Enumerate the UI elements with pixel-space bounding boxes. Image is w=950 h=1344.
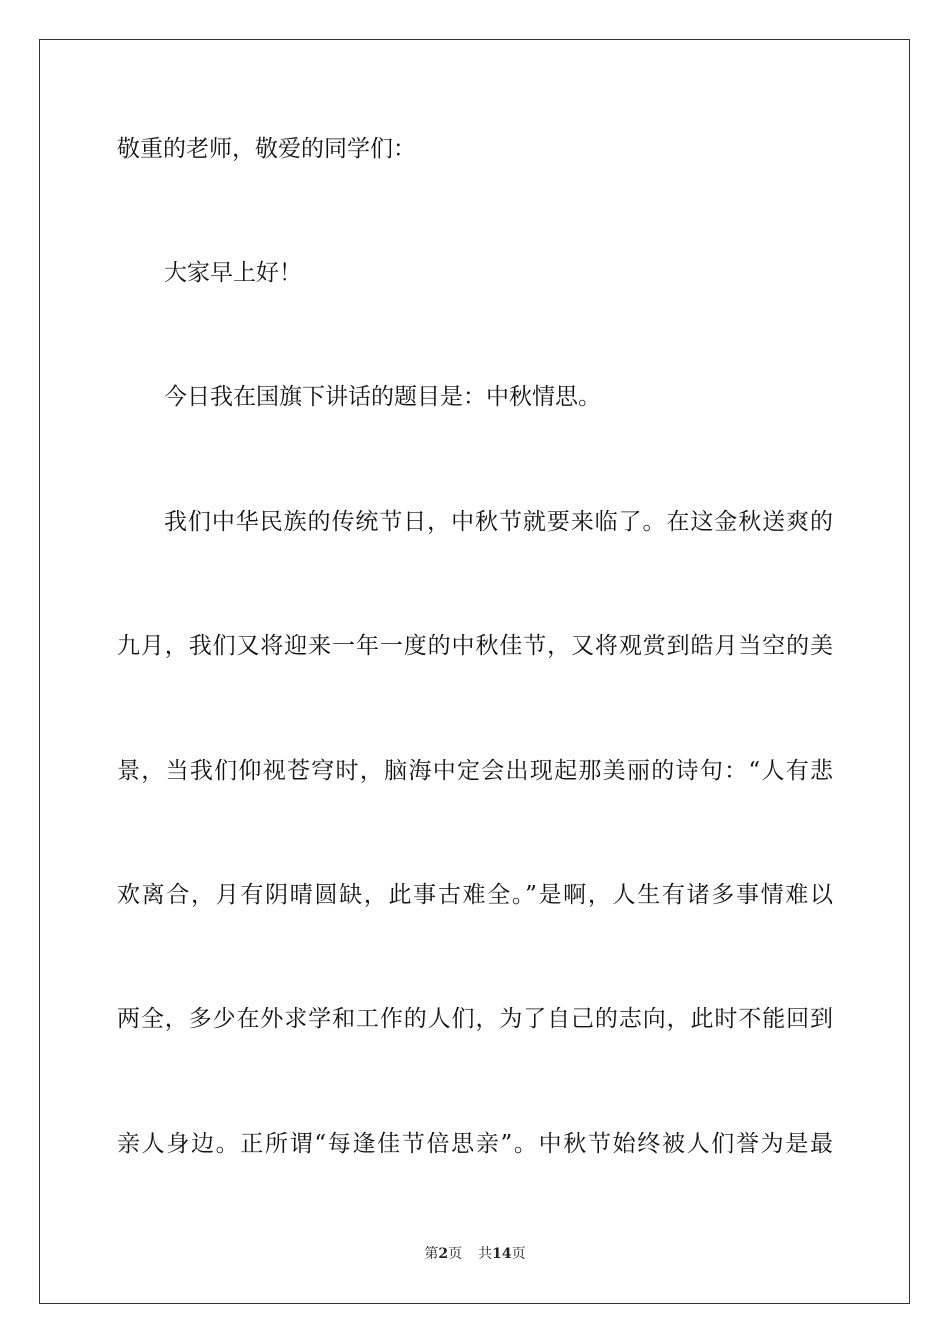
body-line: 九月，我们又将迎来一年一度的中秋佳节，又将观赏到皓月当空的美 <box>117 633 833 659</box>
body-line: 欢离合，月有阴晴圆缺，此事古难全。”是啊，人生有诸多事情难以 <box>117 882 833 908</box>
body-line: 亲人身边。正所谓“每逢佳节倍思亲”。中秋节始终被人们誉为是最 <box>117 1131 833 1157</box>
total-unit: 页 <box>511 1246 526 1262</box>
body-line: 我们中华民族的传统节日，中秋节就要来临了。在这金秋送爽的 <box>164 509 833 535</box>
body-line: 景，当我们仰视苍穹时，脑海中定会出现起那美丽的诗句：“人有悲 <box>117 758 833 784</box>
page-prefix: 第 <box>424 1246 439 1262</box>
page-footer <box>0 1244 950 1264</box>
topic-line: 今日我在国旗下讲话的题目是：中秋情思。 <box>164 384 601 410</box>
current-page-number: 2 <box>438 1246 449 1262</box>
page-border <box>39 39 910 1304</box>
salutation-line: 敬重的老师，敬爱的同学们： <box>117 136 416 162</box>
body-line: 两全，多少在外求学和工作的人们，为了自己的志向，此时不能回到 <box>117 1006 833 1032</box>
total-prefix: 共 <box>478 1246 493 1262</box>
greeting-line: 大家早上好！ <box>164 260 302 286</box>
page-unit: 页 <box>448 1246 463 1262</box>
total-page-count: 14 <box>492 1246 512 1262</box>
